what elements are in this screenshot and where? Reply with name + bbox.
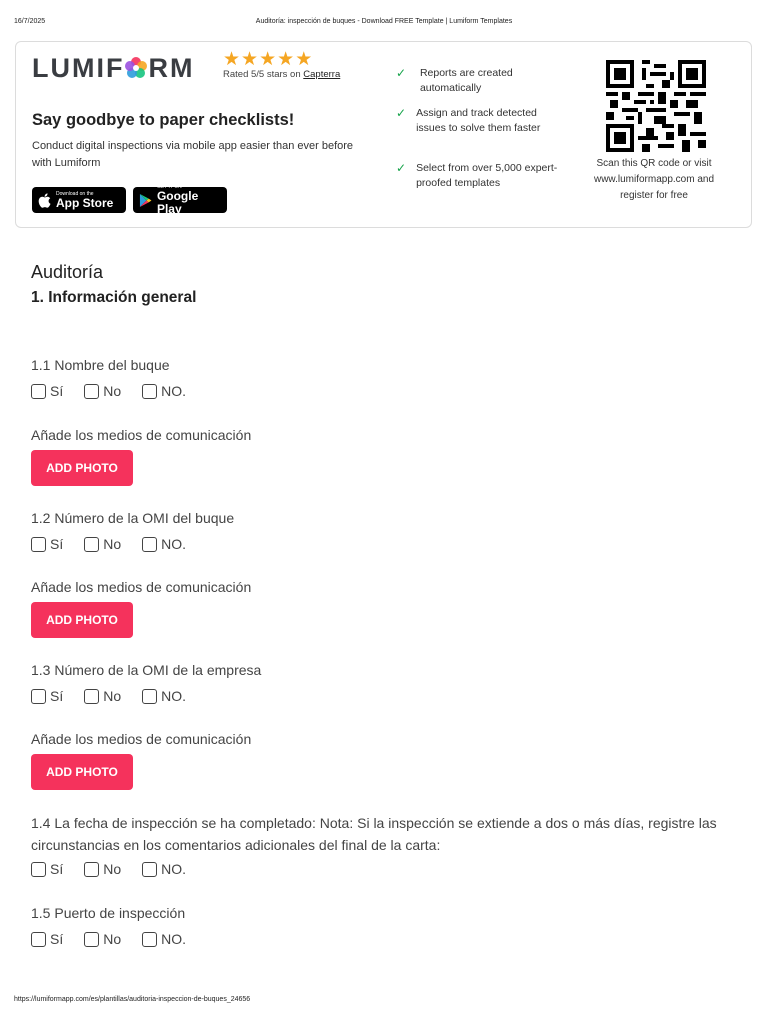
answer-options (31, 688, 207, 704)
option-no[interactable] (84, 536, 121, 552)
google-play-small-text: GET IT ON (156, 184, 182, 190)
option-na[interactable] (142, 688, 186, 704)
star-icon: ★ (241, 48, 259, 70)
feature-text: Assign and track detected issues to solve them faster (416, 107, 541, 134)
add-photo-button[interactable]: ADD PHOTO (31, 450, 133, 486)
option-label: No (103, 383, 122, 399)
option-label: Sí (50, 688, 64, 704)
rating-stars (223, 50, 312, 69)
checkbox[interactable] (84, 384, 99, 399)
option-na[interactable] (142, 536, 186, 552)
option-na[interactable] (142, 383, 186, 399)
rating-prefix: Rated 5/5 stars on (223, 69, 304, 80)
option-label: Sí (50, 536, 64, 552)
question-label: 1.2 Número de la OMI del buque (31, 510, 235, 526)
banner-subtext: Conduct digital inspections via mobile app easier than ever before with Lumiform (32, 140, 354, 169)
option-label: NO. (161, 861, 187, 877)
print-header (14, 18, 754, 30)
option-no[interactable] (84, 688, 121, 704)
page-title: Auditoría (31, 262, 104, 282)
option-label: No (103, 861, 122, 877)
check-icon: ✓ (396, 66, 407, 80)
app-store-big-text: App Store (56, 195, 114, 210)
star-icon: ★ (223, 48, 241, 70)
option-label: Sí (50, 383, 64, 399)
promo-banner (15, 41, 752, 228)
section-title: 1. Información general (31, 289, 197, 306)
option-si[interactable] (31, 861, 63, 877)
option-label: NO. (161, 931, 187, 947)
qr-caption: Scan this QR code or visit www.lumiformapp.com and register for free (593, 158, 715, 201)
option-si[interactable] (31, 383, 63, 399)
option-label: NO. (161, 536, 187, 552)
answer-options (31, 383, 207, 399)
option-na[interactable] (142, 861, 186, 877)
option-no[interactable] (84, 931, 121, 947)
checkbox[interactable] (142, 384, 157, 399)
option-si[interactable] (31, 931, 63, 947)
feature-text: Reports are created automatically (419, 67, 513, 94)
checkbox[interactable] (84, 862, 99, 877)
print-date: 16/7/2025 (14, 18, 46, 25)
option-si[interactable] (31, 536, 63, 552)
checkbox[interactable] (31, 932, 46, 947)
checkbox[interactable] (142, 537, 157, 552)
check-icon: ✓ (396, 161, 407, 175)
option-label: No (103, 536, 122, 552)
google-play-button[interactable] (133, 184, 227, 216)
star-icon: ★ (277, 48, 295, 70)
add-photo-button[interactable]: ADD PHOTO (31, 602, 133, 638)
question-label: 1.1 Nombre del buque (31, 357, 170, 373)
answer-options (31, 536, 207, 552)
star-icon: ★ (295, 48, 313, 70)
rating-text (223, 69, 340, 80)
check-icon: ✓ (396, 106, 407, 120)
option-si[interactable] (31, 688, 63, 704)
question-label: 1.5 Puerto de inspección (31, 905, 186, 921)
star-icon: ★ (259, 48, 277, 70)
app-store-small-text: Download on the (56, 190, 94, 197)
media-label: Añade los medios de comunicación (31, 579, 252, 595)
option-label: Sí (50, 931, 64, 947)
option-label: No (103, 688, 122, 704)
qr-code-icon (606, 60, 706, 152)
checkbox[interactable] (31, 384, 46, 399)
checkbox[interactable] (31, 537, 46, 552)
google-play-big-text: Google Play (156, 189, 199, 216)
checkbox[interactable] (142, 932, 157, 947)
answer-options (31, 931, 207, 947)
checkbox[interactable] (31, 862, 46, 877)
option-no[interactable] (84, 861, 121, 877)
print-title: Auditoría: inspección de buques - Download FREE Template | Lumiform Templates (255, 18, 513, 25)
checkbox[interactable] (84, 932, 99, 947)
media-label: Añade los medios de comunicación (31, 427, 252, 443)
add-photo-button[interactable]: ADD PHOTO (31, 754, 133, 790)
question-label: 1.3 Número de la OMI de la empresa (31, 662, 262, 678)
app-store-button[interactable] (32, 187, 126, 213)
feature-text: Select from over 5,000 expert-proofed templates (416, 162, 558, 189)
checkbox[interactable] (84, 537, 99, 552)
feature-item (396, 106, 566, 135)
question-label: 1.4 La fecha de inspección se ha completado: Nota: Si la inspección se extiende a dos o más días, registre las circunstancias en los comentarios adicionales del final de la carta: (31, 815, 717, 853)
media-label: Añade los medios de comunicación (31, 731, 252, 747)
flower-logo-icon (125, 57, 147, 79)
capterra-link[interactable]: Capterra (303, 69, 341, 80)
option-label: NO. (161, 688, 187, 704)
checkbox[interactable] (31, 689, 46, 704)
checkbox[interactable] (142, 862, 157, 877)
banner-tagline: Say goodbye to paper checklists! (32, 111, 295, 129)
feature-item (396, 161, 566, 190)
print-footer-url: https://lumiformapp.com/es/plantillas/auditoria-inspeccion-de-buques_24656 (14, 996, 251, 1003)
checkbox[interactable] (142, 689, 157, 704)
logo-text-left: LUMIF (32, 52, 125, 83)
option-na[interactable] (142, 931, 186, 947)
logo-text-right: RM (148, 52, 195, 83)
checkbox[interactable] (84, 689, 99, 704)
option-label: NO. (161, 383, 187, 399)
option-label: Sí (50, 861, 64, 877)
answer-options (31, 861, 207, 877)
feature-item (396, 66, 566, 95)
option-label: No (103, 931, 122, 947)
apple-icon (38, 193, 51, 208)
lumiform-logo[interactable] (32, 52, 194, 84)
google-play-icon (139, 193, 152, 208)
option-no[interactable] (84, 383, 121, 399)
